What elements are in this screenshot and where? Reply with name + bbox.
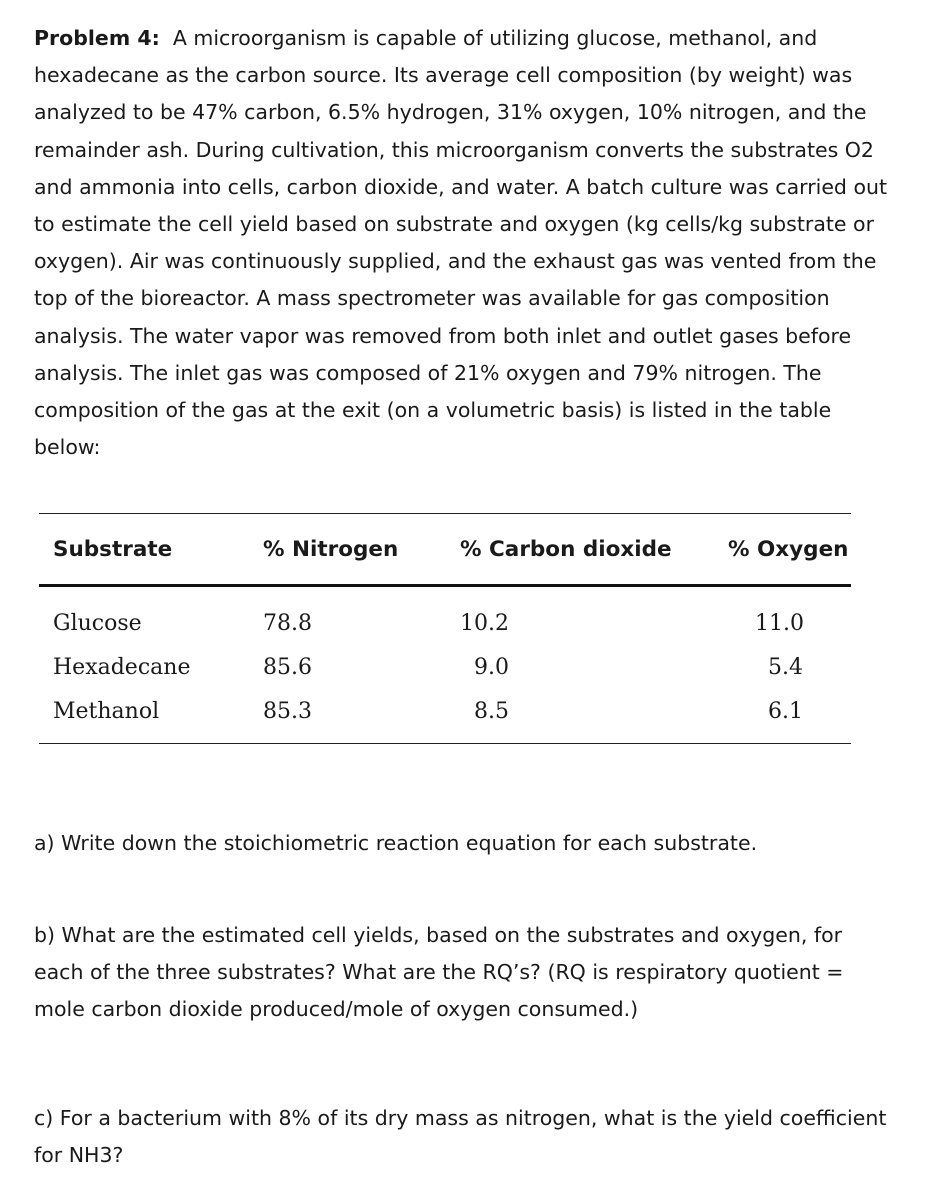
- cell-nitrogen: 78.8: [263, 610, 312, 636]
- question-b: b) What are the estimated cell yields, based on the substrates and oxygen, for each of the three substrates? What are the RQ’s? (RQ is respiratory quotient = mole carbon dioxide produced/mole of oxygen consumed.): [34, 923, 844, 1021]
- cell-substrate: Hexadecane: [53, 654, 191, 680]
- gas-composition-table: [39, 513, 851, 744]
- problem-statement: [34, 20, 904, 466]
- table-bottom-rule: [39, 743, 851, 744]
- cell-oxygen: 6.1: [768, 698, 803, 724]
- cell-oxygen: 5.4: [768, 654, 803, 680]
- table-row: [39, 587, 851, 645]
- cell-nitrogen: 85.6: [263, 654, 312, 680]
- header-oxygen: % Oxygen: [728, 536, 849, 562]
- header-carbon-dioxide: % Carbon dioxide: [460, 536, 672, 562]
- header-nitrogen: % Nitrogen: [263, 536, 399, 562]
- cell-substrate: Methanol: [53, 698, 160, 724]
- cell-substrate: Glucose: [53, 610, 142, 636]
- cell-carbon-dioxide: 10.2: [460, 610, 509, 636]
- question-c: c) For a bacterium with 8% of its dry mass as nitrogen, what is the yield coefficient for NH3?: [34, 1106, 887, 1167]
- problem-label: Problem 4:: [34, 26, 160, 50]
- cell-oxygen: 11.0: [755, 610, 804, 636]
- cell-carbon-dioxide: 8.5: [474, 698, 509, 724]
- question-a: a) Write down the stoichiometric reaction equation for each substrate.: [34, 831, 758, 855]
- table-header-row: [39, 514, 851, 584]
- cell-nitrogen: 85.3: [263, 698, 312, 724]
- problem-text: A microorganism is capable of utilizing glucose, methanol, and hexadecane as the carbon source. Its average cell composition (by weight) was analyzed to be 47% carbon, 6.5% hydrogen, 31% oxygen, 10% nitrogen, and the remainder ash. During cultivation, this microorganism converts the substrates O2 and ammonia into cells, carbon dioxide, and water. A batch culture was carried out to estimate the cell yield based on substrate and oxygen (kg cells/kg substrate or oxygen). Air was continuously supplied, and the exhaust gas was vented from the top of the bioreactor. A mass spectrometer was available for gas composition analysis. The water vapor was removed from both inlet and outlet gases before analysis. The inlet gas was composed of 21% oxygen and 79% nitrogen. The composition of the gas at the exit (on a volumetric basis) is listed in the table below:: [34, 26, 888, 460]
- table-row: [39, 645, 851, 689]
- table-row: [39, 689, 851, 743]
- cell-carbon-dioxide: 9.0: [474, 654, 509, 680]
- header-substrate: Substrate: [53, 536, 173, 562]
